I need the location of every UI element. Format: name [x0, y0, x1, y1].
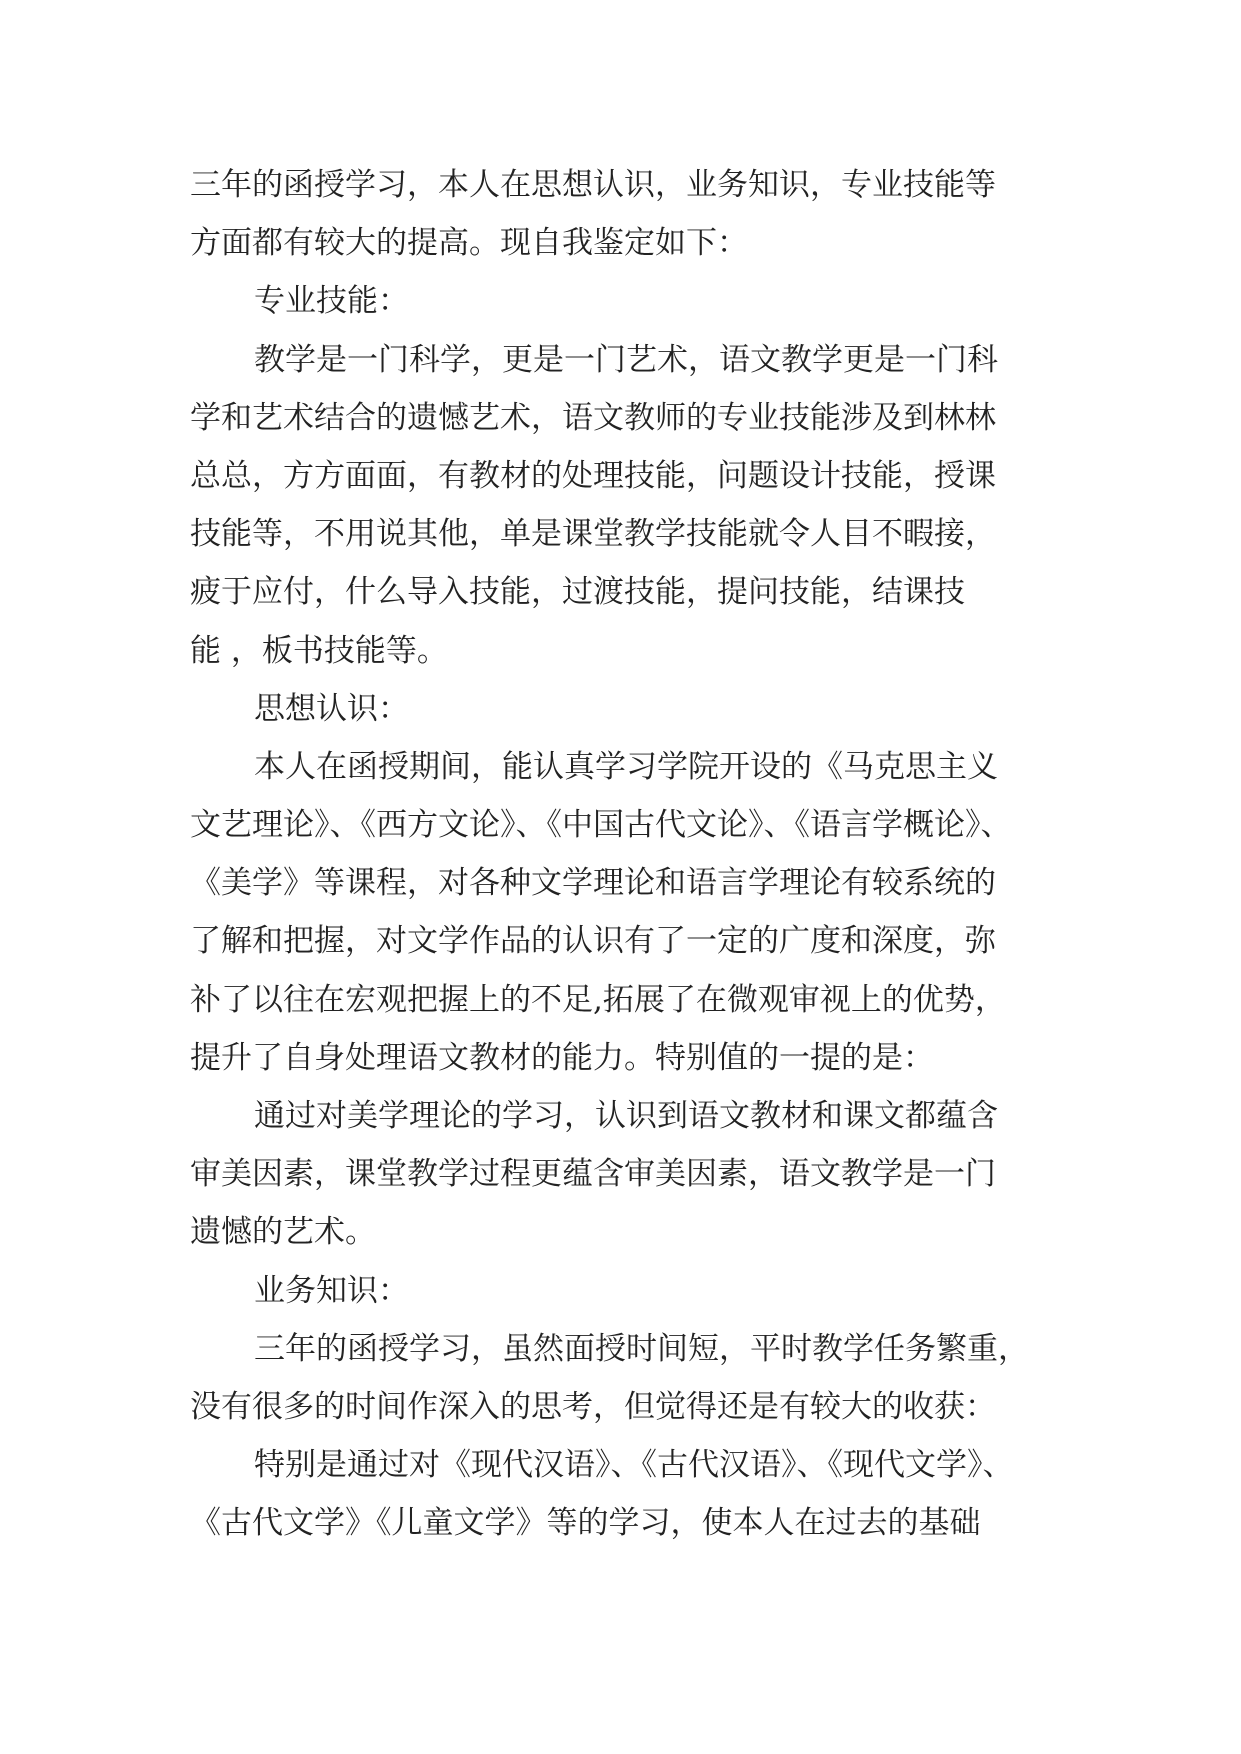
text-line: 疲于应付，什么导入技能，过渡技能，提问技能，结课技 — [190, 574, 965, 611]
text-line: 本人在函授期间，能认真学习学院开设的《马克思主义 — [254, 748, 998, 785]
text-line: 特别是通过对《现代汉语》、《古代汉语》、《现代文学》、 — [254, 1447, 1014, 1484]
text-line: 《古代文学》《儿童文学》等的学习，使本人在过去的基础 — [190, 1505, 981, 1542]
document-body — [190, 156, 1090, 1553]
text-line: 审美因素，课堂教学过程更蕴含审美因素，语文教学是一门 — [190, 1156, 996, 1193]
text-line: 遗憾的艺术。 — [190, 1214, 376, 1251]
section-heading: 思想认识： — [254, 690, 409, 727]
text-line: 文艺理论》、《西方文论》、《中国古代文论》、《语言学概论》、 — [190, 807, 1012, 844]
text-line: 提升了自身处理语文教材的能力。特别值的一提的是： — [190, 1039, 934, 1076]
text-line: 总总，方方面面，有教材的处理技能，问题设计技能，授课 — [190, 457, 996, 494]
text-line: 没有很多的时间作深入的思考，但觉得还是有较大的收获： — [190, 1388, 996, 1425]
text-line: 补了以往在宏观把握上的不足,拓展了在微观审视上的优势， — [190, 981, 1006, 1018]
text-line: 学和艺术结合的遗憾艺术，语文教师的专业技能涉及到林林 — [190, 399, 996, 436]
text-line: 《美学》等课程，对各种文学理论和语言学理论有较系统的 — [190, 865, 996, 902]
section-heading: 专业技能： — [254, 283, 409, 320]
text-line: 通过对美学理论的学习，认识到语文教材和课文都蕴含 — [254, 1098, 998, 1134]
text-line: 方面都有较大的提高。现自我鉴定如下： — [190, 225, 748, 262]
text-line: 三年的函授学习，本人在思想认识，业务知识，专业技能等 — [190, 167, 996, 203]
text-line: 能 ，板书技能等。 — [190, 632, 448, 669]
text-line: 教学是一门科学，更是一门艺术，语文教学更是一门科 — [254, 341, 998, 378]
text-line: 技能等，不用说其他，单是课堂教学技能就令人目不暇接， — [190, 516, 996, 553]
text-line: 了解和把握，对文学作品的认识有了一定的广度和深度，弥 — [190, 923, 996, 960]
section-heading: 业务知识： — [254, 1272, 409, 1309]
text-line: 三年的函授学习，虽然面授时间短，平时教学任务繁重， — [254, 1330, 1029, 1367]
